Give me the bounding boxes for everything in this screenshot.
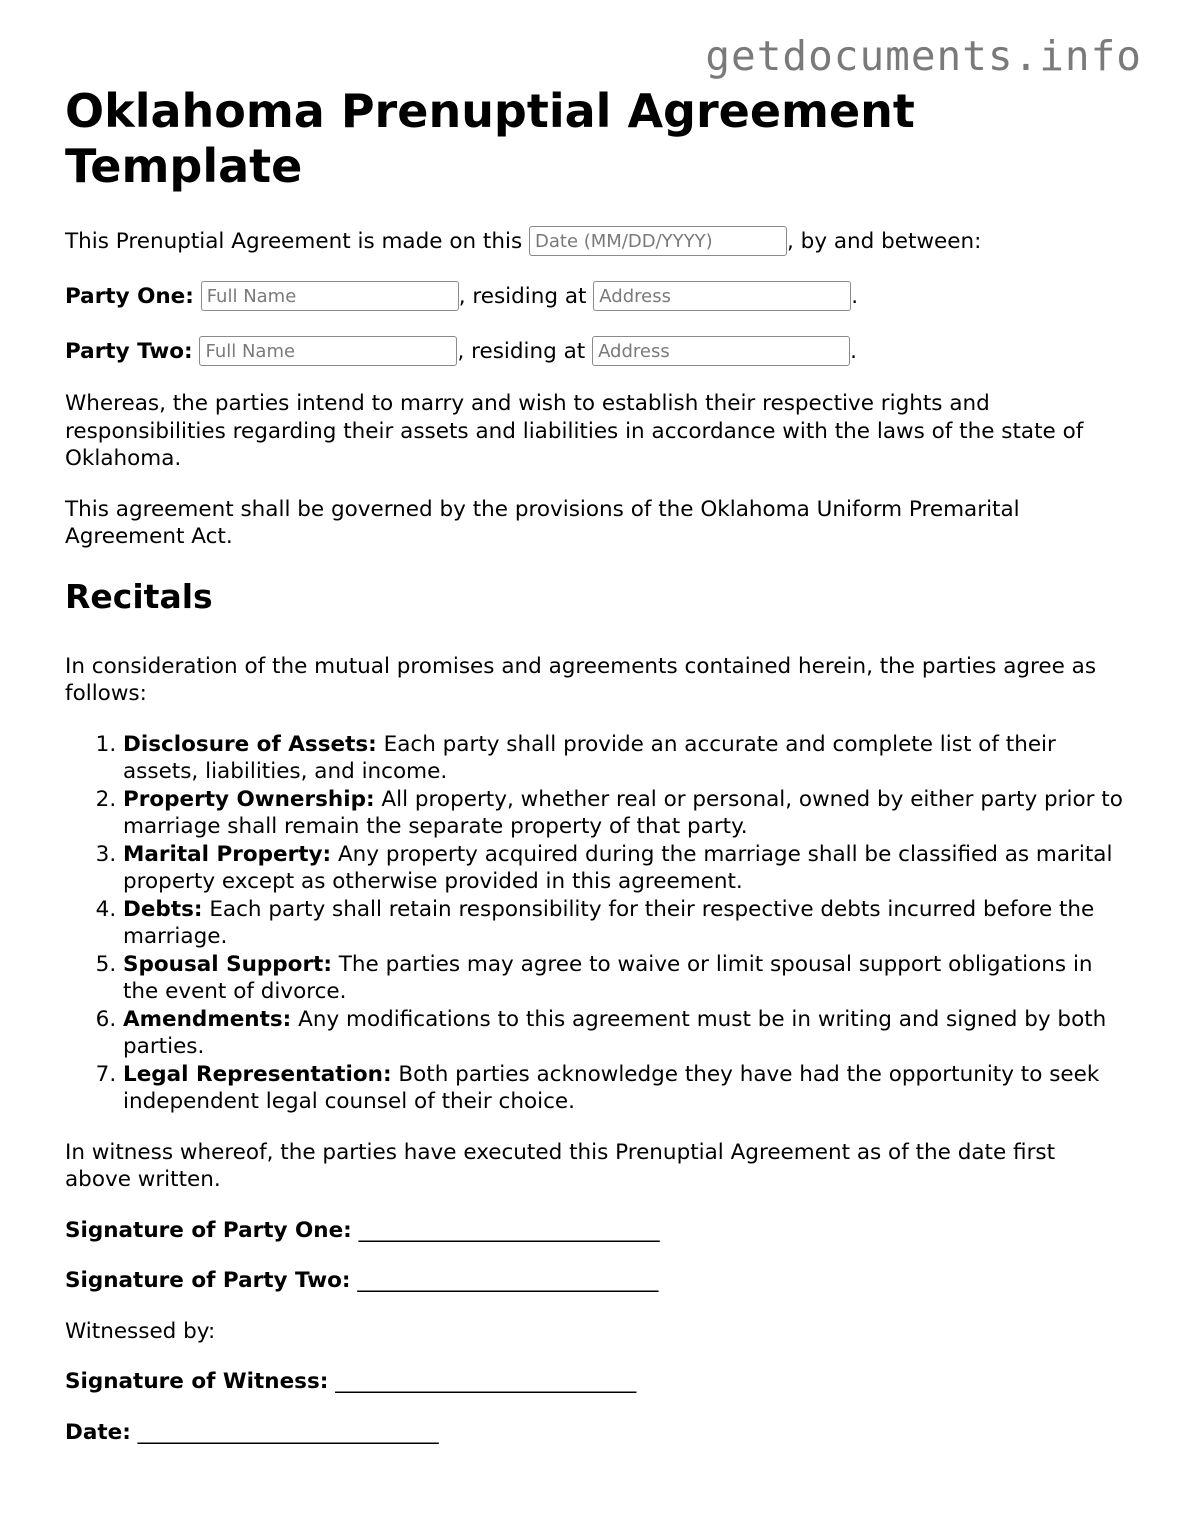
document-page [65, 84, 1125, 1446]
list-item [123, 1006, 1125, 1061]
whereas-paragraph: Whereas, the parties intend to marry and wish to establish their respective rights and responsibilities regarding their assets and liabilities in accordance with the laws of the state of Oklahoma. [65, 391, 1084, 471]
agreement-date-input[interactable] [529, 226, 787, 256]
list-item-term: Marital Property: [123, 841, 332, 867]
signature-date-line[interactable]: ____________________________ [130, 1419, 439, 1445]
intro-line [65, 227, 1125, 257]
list-item [123, 786, 1125, 841]
list-item-term: Debts: [123, 896, 203, 922]
signature-date [65, 1419, 1125, 1447]
watermark: getdocuments.info [705, 32, 1142, 80]
intro-text-after: , by and between: [787, 229, 982, 254]
party-one-address-input[interactable] [593, 281, 851, 311]
list-item-text: Any property acquired during the marriage shall be classified as marital property except as otherwise provided in this agreement. [123, 841, 1113, 894]
list-item-text: Both parties acknowledge they have had the opportunity to seek independent legal counsel of their choice. [123, 1061, 1100, 1114]
governed-paragraph: This agreement shall be governed by the provisions of the Oklahoma Uniform Premarital Agreement Act. [65, 496, 1020, 549]
list-item-text: Each party shall provide an accurate and complete list of their assets, liabilities, and income. [123, 731, 1056, 784]
party-two-address-input[interactable] [592, 336, 850, 366]
list-item-text: The parties may agree to waive or limit spousal support obligations in the event of divorce. [123, 951, 1093, 1004]
list-item-text: All property, whether real or personal, owned by either party prior to marriage shall remain the separate property of that party. [123, 786, 1123, 839]
party-one-label: Party One: [65, 284, 194, 309]
list-item-term: Amendments: [123, 1006, 292, 1032]
signature-party-one-line[interactable]: ____________________________ [351, 1217, 660, 1243]
recitals-heading: Recitals [65, 576, 213, 616]
witness-clause: In witness whereof, the parties have executed this Prenuptial Agreement as of the date first above written. [65, 1139, 1056, 1192]
party-one-end: . [851, 284, 859, 309]
list-item-term: Disclosure of Assets: [123, 731, 377, 757]
signature-party-one-label: Signature of Party One: [65, 1217, 352, 1243]
party-one-name-input[interactable] [201, 281, 459, 311]
signature-party-two-label: Signature of Party Two: [65, 1268, 351, 1293]
recitals-intro: In consideration of the mutual promises and agreements contained herein, the parties agree as follows: [65, 653, 1097, 706]
list-item [123, 841, 1125, 896]
party-two-name-input[interactable] [199, 336, 457, 366]
signature-witness [65, 1368, 1125, 1396]
list-item [123, 951, 1125, 1006]
signature-party-two [65, 1267, 1125, 1295]
signature-witness-label: Signature of Witness: [65, 1369, 329, 1394]
party-two-residing-text: , residing at [457, 339, 593, 364]
list-item [123, 896, 1125, 951]
signature-party-one [65, 1217, 1125, 1245]
party-one-line [65, 282, 1125, 312]
list-item-term: Spousal Support: [123, 951, 332, 977]
signature-witness-line[interactable]: ____________________________ [328, 1369, 637, 1394]
list-item-term: Property Ownership: [123, 786, 375, 812]
signature-party-two-line[interactable]: ____________________________ [350, 1268, 659, 1293]
signature-date-label: Date: [65, 1419, 131, 1445]
intro-text-before: This Prenuptial Agreement is made on this [65, 229, 529, 254]
list-item-text: Any modifications to this agreement must be in writing and signed by both parties. [123, 1006, 1107, 1059]
list-item [123, 731, 1125, 786]
list-item-text: Each party shall retain responsibility for their respective debts incurred before the marriage. [123, 896, 1095, 949]
party-one-residing-text: , residing at [458, 284, 594, 309]
party-two-end: . [850, 339, 857, 364]
witnessed-by: Witnessed by: [65, 1318, 216, 1344]
party-two-label: Party Two: [65, 339, 193, 364]
list-item-term: Legal Representation: [123, 1061, 392, 1087]
recitals-list [65, 731, 1125, 1116]
list-item [123, 1061, 1125, 1116]
page-title: Oklahoma Prenuptial Agreement Template [65, 84, 915, 193]
party-two-line [65, 337, 1125, 367]
